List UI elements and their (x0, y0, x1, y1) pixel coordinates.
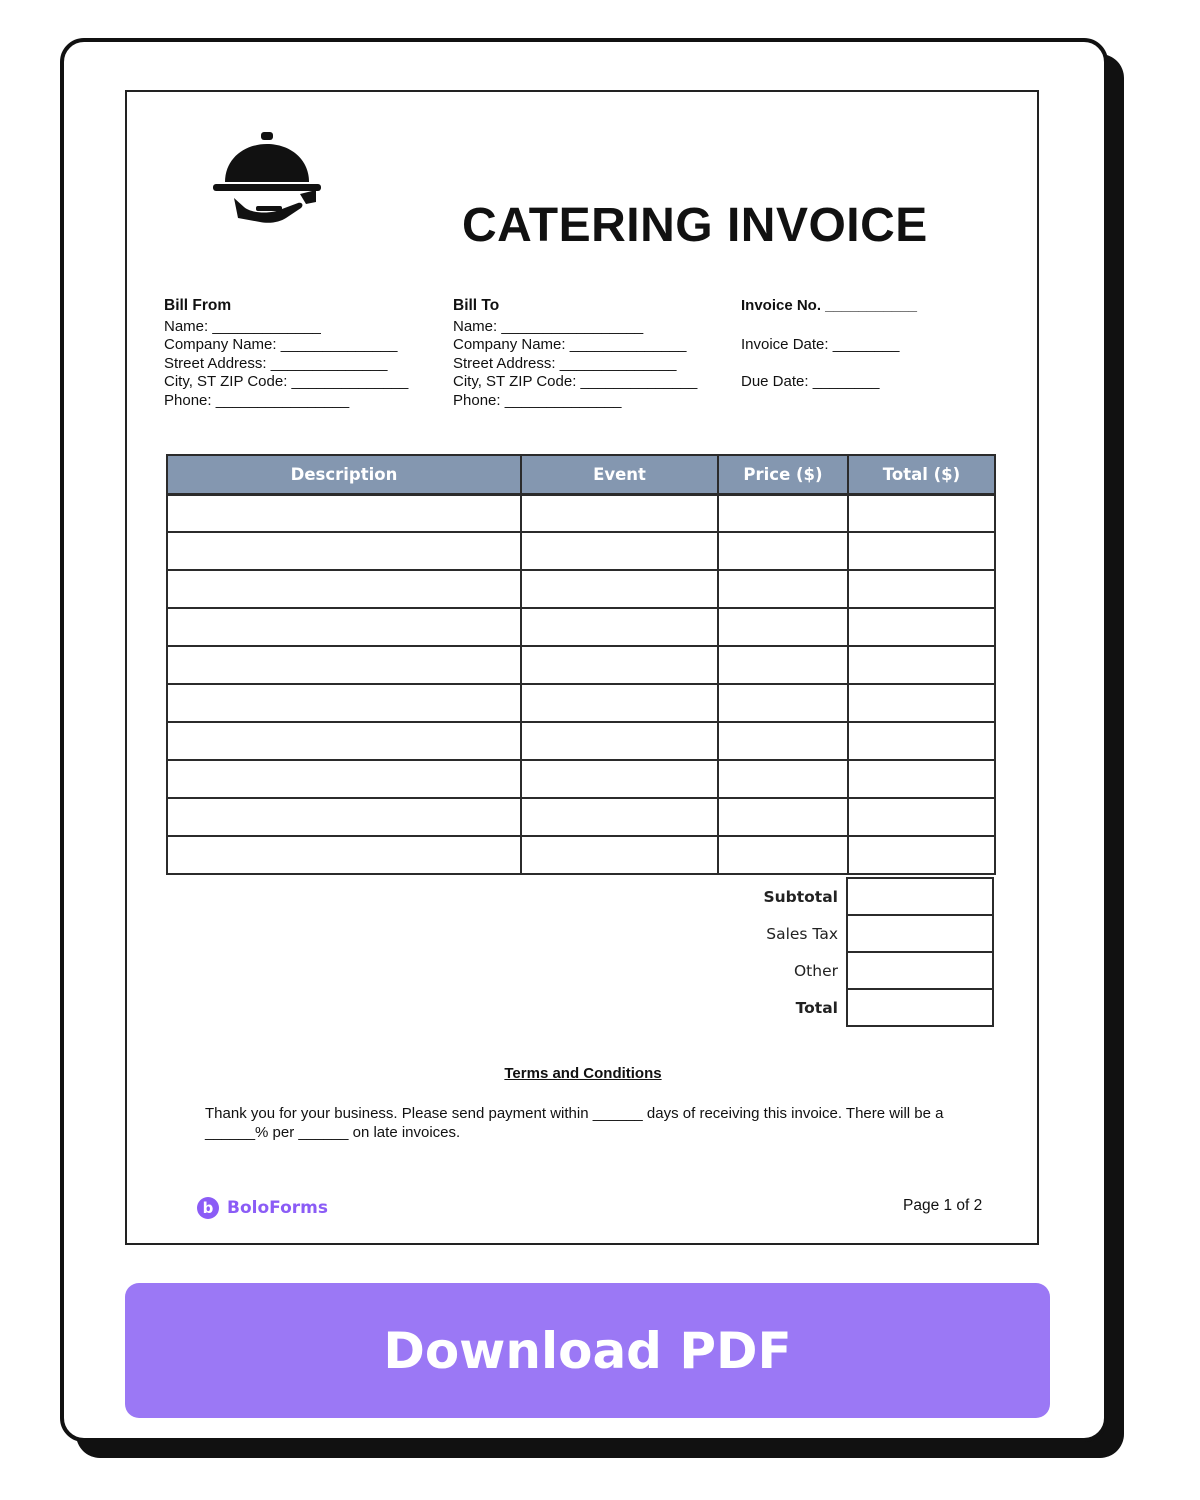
table-row (167, 684, 995, 722)
table-cell (167, 684, 521, 722)
table-cell (167, 760, 521, 798)
table-cell (718, 532, 848, 570)
table-row (167, 532, 995, 570)
table-cell (848, 570, 995, 608)
table-cell (848, 608, 995, 646)
table-cell (521, 532, 718, 570)
brand-name: BoloForms (227, 1198, 328, 1218)
line-items-body (167, 494, 995, 874)
table-cell (718, 722, 848, 760)
bill-from-section (164, 297, 408, 410)
table-cell (848, 684, 995, 722)
bill-to-street-field: Street Address: ______________ (453, 354, 677, 372)
table-cell (521, 646, 718, 684)
table-cell (521, 760, 718, 798)
download-pdf-button[interactable]: Download PDF (125, 1283, 1050, 1418)
other-row (700, 952, 993, 989)
bill-from-company-field: Company Name: ______________ (164, 336, 398, 353)
line-items-table (166, 454, 996, 875)
subtotal-row (700, 878, 993, 915)
table-cell (848, 722, 995, 760)
invoice-number-field: Invoice No. ___________ (741, 297, 917, 314)
table-row (167, 760, 995, 798)
table-cell (521, 836, 718, 874)
terms-text: Thank you for your business. Please send payment within ______ days of receiving this invoice. There will be a ______% per ______ on late invoices. (205, 1105, 944, 1141)
invoice-title: CATERING INVOICE (462, 199, 928, 252)
subtotal-label: Subtotal (763, 887, 838, 906)
table-cell (718, 798, 848, 836)
table-cell (848, 494, 995, 532)
table-cell (848, 836, 995, 874)
table-cell (718, 646, 848, 684)
table-cell (521, 798, 718, 836)
bill-from-city-field: City, ST ZIP Code: ______________ (164, 373, 409, 390)
table-cell (167, 798, 521, 836)
table-row (167, 836, 995, 874)
table-cell (167, 836, 521, 874)
sales-tax-value-cell (847, 915, 993, 952)
table-cell (521, 494, 718, 532)
bill-from-phone-field: Phone: ________________ (164, 391, 350, 409)
table-cell (167, 722, 521, 760)
table-cell (718, 608, 848, 646)
table-cell (521, 570, 718, 608)
bill-to-city-field: City, ST ZIP Code: ______________ (453, 373, 698, 390)
table-row (167, 646, 995, 684)
bill-to-name-field: Name: _________________ (453, 317, 644, 335)
table-cell (718, 836, 848, 874)
total-label: Total (795, 998, 838, 1017)
table-row (167, 608, 995, 646)
bill-to-company-field: Company Name: ______________ (453, 336, 687, 353)
bill-to-phone-field: Phone: ______________ (453, 391, 622, 409)
bill-from-street-field: Street Address: ______________ (164, 354, 388, 372)
page-number: Page 1 of 2 (903, 1197, 983, 1214)
bill-to-section (453, 297, 697, 410)
brand-logo (197, 1197, 328, 1219)
table-cell (167, 646, 521, 684)
table-cell (521, 608, 718, 646)
table-row (167, 570, 995, 608)
sales-tax-label: Sales Tax (766, 924, 838, 943)
column-header-event: Event (521, 455, 718, 494)
invoice-date-field: Invoice Date: ________ (741, 336, 900, 353)
table-cell (848, 760, 995, 798)
table-cell (521, 722, 718, 760)
cloche-serving-hand-icon (212, 132, 322, 232)
table-row (167, 798, 995, 836)
table-cell (848, 532, 995, 570)
table-cell (167, 608, 521, 646)
due-date-field: Due Date: ________ (741, 373, 880, 390)
table-cell (848, 646, 995, 684)
table-cell (718, 494, 848, 532)
bill-from-heading: Bill From (164, 297, 232, 314)
sales-tax-row (700, 915, 993, 952)
table-cell (848, 798, 995, 836)
column-header-total: Total ($) (848, 455, 995, 494)
table-cell (718, 570, 848, 608)
bill-from-name-field: Name: _____________ (164, 317, 321, 335)
bill-to-heading: Bill To (453, 297, 500, 314)
table-cell (167, 570, 521, 608)
other-label: Other (793, 961, 838, 980)
total-row (700, 989, 993, 1026)
table-header-row (167, 455, 995, 494)
terms-heading: Terms and Conditions (504, 1065, 662, 1082)
boloforms-logo-icon: b (197, 1197, 219, 1219)
table-cell (521, 684, 718, 722)
column-header-description: Description (167, 455, 521, 494)
table-cell (718, 760, 848, 798)
table-cell (167, 532, 521, 570)
total-value-cell (847, 989, 993, 1026)
subtotal-value-cell (847, 878, 993, 915)
table-cell (718, 684, 848, 722)
table-row (167, 494, 995, 532)
column-header-price: Price ($) (718, 455, 848, 494)
totals-table (700, 877, 994, 1027)
terms-heading-wrap (126, 1065, 1040, 1083)
table-cell (167, 494, 521, 532)
table-row (167, 722, 995, 760)
other-value-cell (847, 952, 993, 989)
